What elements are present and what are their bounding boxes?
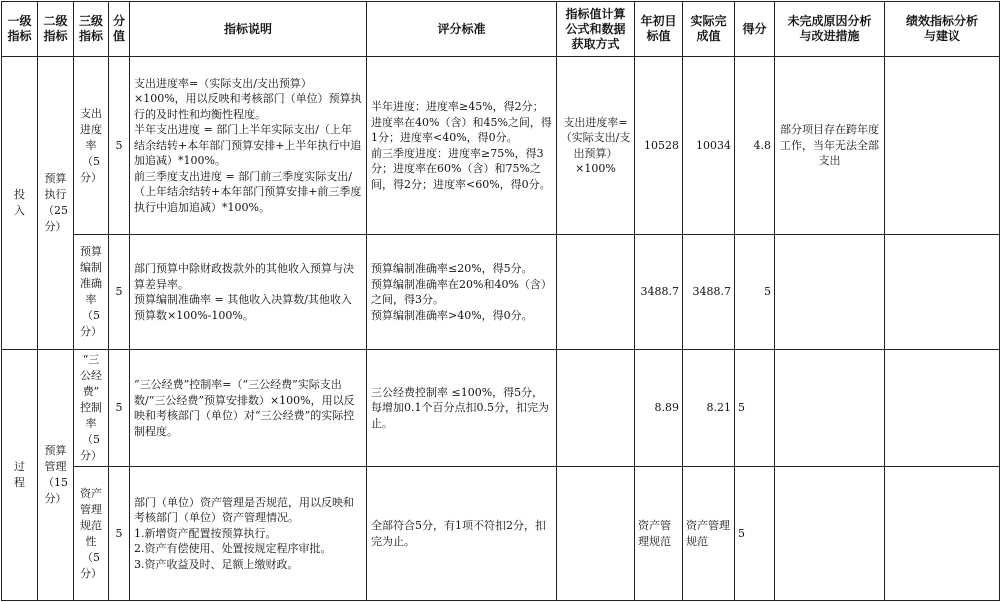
score-cell: 5 [735, 350, 775, 467]
level1-cell: 过 程 [2, 350, 38, 601]
description-cell: 部门预算中除财政拨款外的其他收入预算与决算差异率。 预算编制准确率 = 其他收入决算数/其他收入预算数×100%-100%。 [130, 235, 367, 350]
header-score-value: 分 值 [109, 2, 130, 57]
formula-cell [557, 235, 635, 350]
header-level1: 一级 指标 [2, 2, 38, 57]
level3-cell: “三 公经 费” 控制 率 （5 分） [74, 350, 109, 467]
analysis-cell [885, 235, 1000, 350]
actual-value-cell: 8.21 [683, 350, 735, 467]
scoring-standard-cell: 预算编制准确率≤20%，得5分。 预算编制准确率在20%和40%（含）之间，得3分。 预算编制准确率>40%，得0分。 [367, 235, 557, 350]
score-cell: 4.8 [735, 57, 775, 235]
analysis-cell [885, 57, 1000, 235]
formula-cell: 支出进度率=（实际支出/支出预算）×100% [557, 57, 635, 235]
target-value-cell: 8.89 [635, 350, 683, 467]
table-row [2, 350, 1000, 467]
reason-cell [775, 467, 885, 601]
score-value-cell: 5 [109, 467, 130, 601]
score-value-cell: 5 [109, 350, 130, 467]
level1-cell: 投 入 [2, 57, 38, 350]
actual-value-cell: 10034 [683, 57, 735, 235]
performance-evaluation-table [1, 1, 1000, 601]
reason-cell [775, 350, 885, 467]
header-score: 得分 [735, 2, 775, 57]
scoring-standard-cell: 全部符合5分，有1项不符扣2分，扣完为止。 [367, 467, 557, 601]
actual-value-cell: 3488.7 [683, 235, 735, 350]
analysis-cell [885, 467, 1000, 601]
description-cell: 支出进度率=（实际支出/支出预算）×100%，用以反映和考核部门（单位）预算执行的及时性和均衡性程度。 半年支出进度 = 部门上半年实际支出/（上年结余结转+本年部门预算安排+上半年执行中追加追减）*100%。 前三季度支出进度 = 部门前三季度实际支出/（上年结余结转+本年部门预算安排+前三季度执行中追加追减）*100%。 [130, 57, 367, 235]
table-row [2, 467, 1000, 601]
score-cell: 5 [735, 235, 775, 350]
level2-cell: 预算 管理 （15 分） [38, 350, 74, 601]
header-description: 指标说明 [130, 2, 367, 57]
formula-cell [557, 467, 635, 601]
level3-cell: 支出 进度 率 （5 分） [74, 57, 109, 235]
header-analysis: 绩效指标分析 与建议 [885, 2, 1000, 57]
table-row [2, 235, 1000, 350]
level3-cell: 资产 管理 规范 性 （5 分） [74, 467, 109, 601]
header-formula: 指标值计算 公式和数据 获取方式 [557, 2, 635, 57]
score-value-cell: 5 [109, 57, 130, 235]
header-target: 年初目 标值 [635, 2, 683, 57]
header-reason: 未完成原因分析 与改进措施 [775, 2, 885, 57]
target-value-cell: 10528 [635, 57, 683, 235]
level3-cell: 预算 编制 准确 率 （5 分） [74, 235, 109, 350]
formula-cell [557, 350, 635, 467]
scoring-standard-cell: 半年进度：进度率≥45%，得2分；进度率在40%（含）和45%之间，得1分；进度率<40%，得0分。 前三季度进度：进度率≥75%，得3分；进度率在60%（含）和75%之间，得2分；进度率<60%，得0分。 [367, 57, 557, 235]
analysis-cell [885, 350, 1000, 467]
actual-value-cell: 资产管理规范 [683, 467, 735, 601]
description-cell: 部门（单位）资产管理是否规范，用以反映和考核部门（单位）资产管理情况。 1.新增资产配置按预算执行。 2.资产有偿使用、处置按规定程序审批。 3.资产收益及时、足额上缴财政。 [130, 467, 367, 601]
target-value-cell: 3488.7 [635, 235, 683, 350]
scoring-standard-cell: 三公经费控制率 ≤100%，得5分，每增加0.1个百分点扣0.5分，扣完为止。 [367, 350, 557, 467]
level2-cell: 预算 执行 （25 分） [38, 57, 74, 350]
reason-cell: 部分项目存在跨年度工作，当年无法全部支出 [775, 57, 885, 235]
description-cell: “三公经费”控制率=（“三公经费”实际支出数/“三公经费”预算安排数）×100%，用以反映和考核部门（单位）对“三公经费”的实际控制程度。 [130, 350, 367, 467]
reason-cell [775, 235, 885, 350]
header-level2: 二级 指标 [38, 2, 74, 57]
score-cell: 5 [735, 467, 775, 601]
header-actual: 实际完 成值 [683, 2, 735, 57]
header-scoring-standard: 评分标准 [367, 2, 557, 57]
target-value-cell: 资产管理规范 [635, 467, 683, 601]
table-row [2, 57, 1000, 235]
score-value-cell: 5 [109, 235, 130, 350]
header-row [2, 2, 1000, 57]
header-level3: 三级 指标 [74, 2, 109, 57]
